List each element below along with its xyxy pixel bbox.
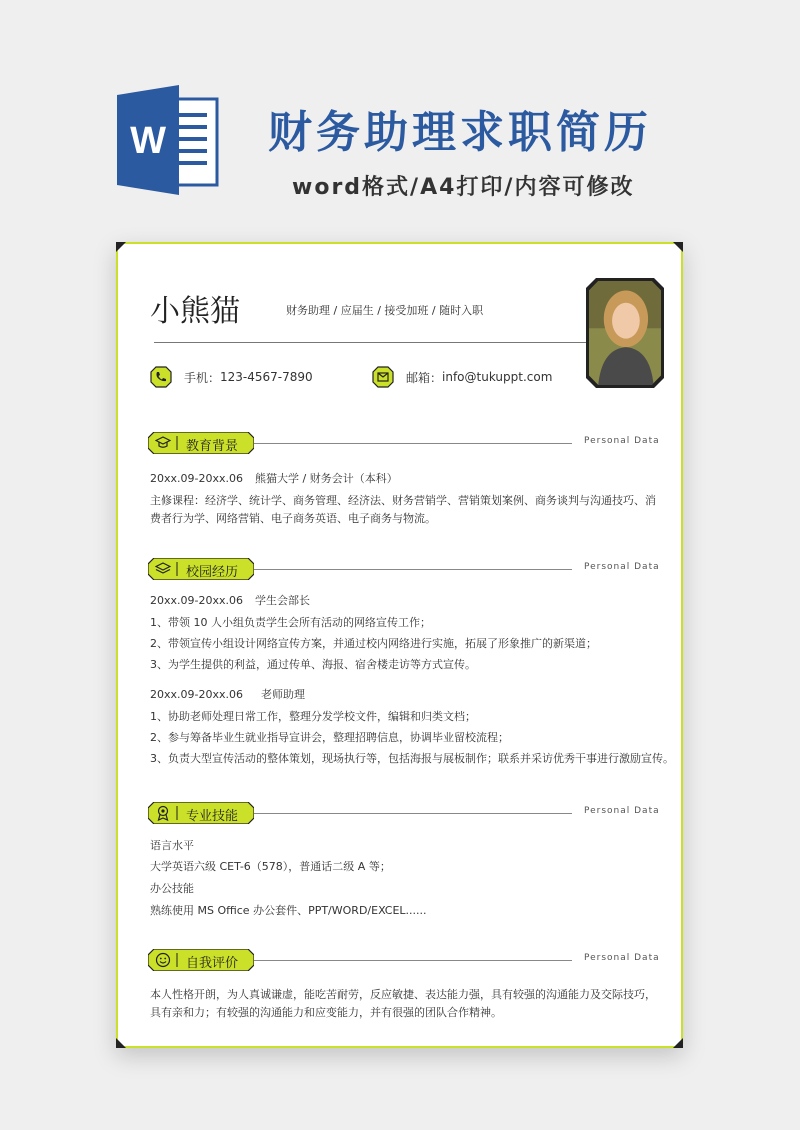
campus-entry-2-head	[150, 687, 305, 703]
smile-icon	[155, 952, 171, 968]
email-address[interactable]: info@tukuppt.com	[442, 370, 553, 384]
banner-title: 财务助理求职简历	[268, 107, 652, 158]
candidate-tags: 财务助理 / 应届生 / 接受加班 / 随时入职	[286, 304, 484, 317]
section-divider	[254, 569, 572, 570]
corner-decoration	[116, 242, 126, 252]
education-courses: 主修课程：经济学、统计学、商务管理、经济法、财务营销学、营销策划案例、商务谈判与沟通技巧、消费者行为学、网络营销、电子商务英语、电子商务与物流。	[150, 494, 656, 525]
phone-number: 123-4567-7890	[220, 370, 313, 384]
section-header-campus	[148, 558, 660, 580]
section-subtitle: Personal Data	[584, 953, 660, 963]
section-subtitle: Personal Data	[584, 436, 660, 446]
section-badge	[148, 802, 254, 824]
profile-photo	[586, 278, 664, 388]
section-divider	[254, 443, 572, 444]
phone-label: 手机：	[184, 370, 221, 385]
campus-entry-item: 2、参与筹备毕业生就业指导宣讲会，整理招聘信息，协调毕业留校流程；	[150, 731, 509, 744]
award-icon	[155, 805, 171, 821]
email-label: 邮箱：	[406, 370, 443, 385]
skills-language-text: 大学英语六级 CET-6（578），普通话二级 A 等；	[150, 860, 391, 873]
word-logo-icon	[117, 85, 227, 195]
header-divider	[154, 342, 588, 343]
section-subtitle: Personal Data	[584, 562, 660, 572]
skills-language-title: 语言水平	[150, 839, 194, 852]
skills-office-title: 办公技能	[150, 882, 194, 895]
section-title: 自我评价	[186, 956, 239, 971]
campus-entry-role: 老师助理	[261, 688, 305, 701]
corner-decoration	[116, 1038, 126, 1048]
skills-office-text: 熟练使用 MS Office 办公套件、PPT/WORD/EXCEL......	[150, 904, 427, 917]
section-divider	[254, 813, 572, 814]
campus-entry-1-head	[150, 593, 310, 609]
section-title: 教育背景	[186, 439, 239, 454]
section-title: 校园经历	[186, 565, 239, 580]
campus-entry-item: 1、带领 10 人小组负责学生会所有活动的网络宣传工作；	[150, 616, 431, 629]
section-header-self	[148, 949, 660, 971]
section-badge	[148, 949, 254, 971]
phone-icon	[150, 366, 172, 388]
banner-subtitle: word格式/A4打印/内容可修改	[292, 175, 635, 200]
layers-icon	[155, 562, 171, 576]
candidate-name: 小熊猫	[150, 294, 240, 329]
campus-entry-date: 20xx.09-20xx.06	[150, 688, 243, 701]
resume-sheet	[116, 242, 683, 1048]
graduation-cap-icon	[155, 436, 171, 450]
mail-icon	[372, 366, 394, 388]
campus-entry-item: 3、为学生提供的利益，通过传单、海报、宿舍楼走访等方式宣传。	[150, 658, 476, 671]
section-header-education	[148, 432, 660, 454]
campus-entry-item: 2、带领宣传小组设计网络宣传方案，并通过校内网络进行实施，拓展了形象推广的新渠道；	[150, 637, 597, 650]
section-title: 专业技能	[186, 809, 239, 824]
self-evaluation-text: 本人性格开朗，为人真诚谦虚，能吃苦耐劳，反应敏捷、表达能力强，具有较强的沟通能力及交际技巧，具有亲和力；有较强的沟通能力和应变能力，并有很强的团队合作精神。	[150, 988, 656, 1019]
word-logo-letter: W	[130, 120, 166, 162]
education-date: 20xx.09-20xx.06	[150, 472, 243, 485]
campus-entry-item: 1、协助老师处理日常工作，整理分发学校文件，编辑和归类文档；	[150, 710, 476, 723]
email-contact	[372, 366, 552, 388]
education-school: 熊猫大学 / 财务会计（本科）	[255, 472, 398, 485]
banner	[0, 0, 800, 235]
education-line	[150, 471, 398, 487]
campus-entry-date: 20xx.09-20xx.06	[150, 594, 243, 607]
section-subtitle: Personal Data	[584, 806, 660, 816]
section-badge	[148, 558, 254, 580]
section-header-skills	[148, 802, 660, 824]
campus-entry-role: 学生会部长	[255, 594, 310, 607]
section-badge	[148, 432, 254, 454]
phone-contact	[150, 366, 313, 388]
corner-decoration	[673, 242, 683, 252]
section-divider	[254, 960, 572, 961]
campus-entry-item: 3、负责大型宣传活动的整体策划，现场执行等，包括海报与展板制作；联系并采访优秀干事进行激励宣传。	[150, 752, 674, 765]
corner-decoration	[673, 1038, 683, 1048]
